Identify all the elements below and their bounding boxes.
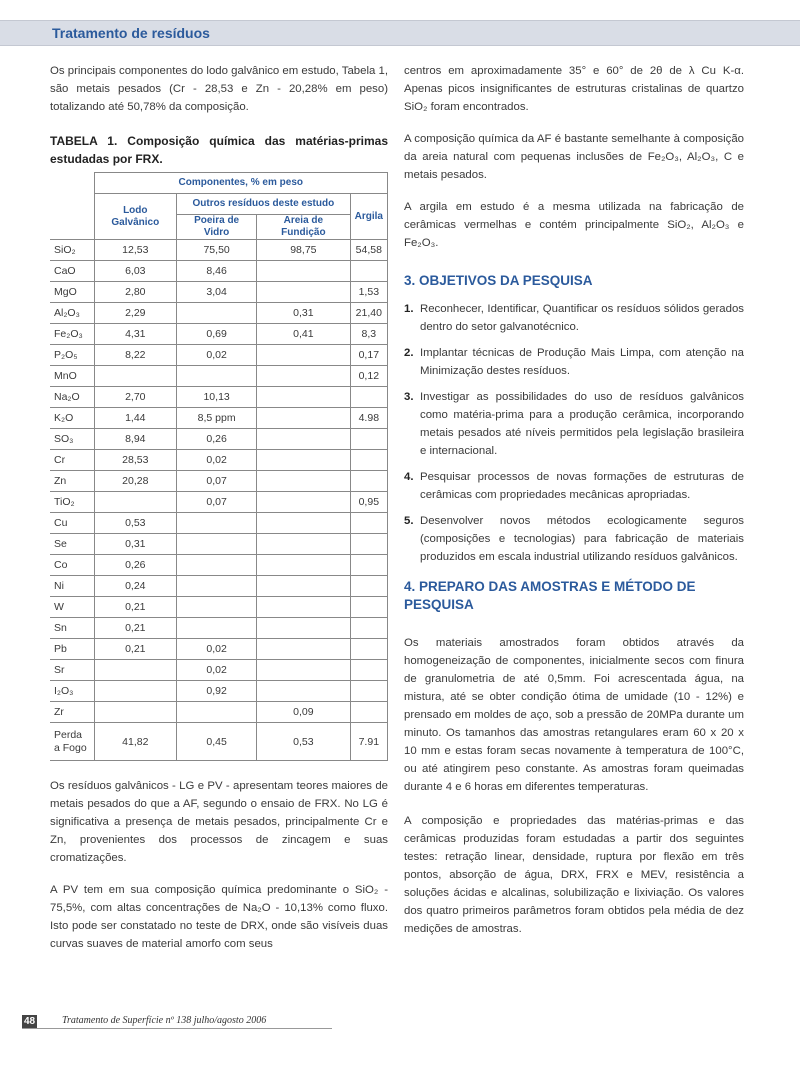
table-cell <box>94 366 177 387</box>
sub-group-header: Outros resíduos deste estudo <box>177 194 351 215</box>
objectives-list <box>404 300 744 566</box>
table-cell <box>94 681 177 702</box>
table-cell <box>257 513 351 534</box>
table-cell: 1,53 <box>350 282 387 303</box>
table-cell <box>177 618 257 639</box>
table-cell <box>350 471 387 492</box>
table-cell <box>177 576 257 597</box>
table-cell: 0,95 <box>350 492 387 513</box>
table-cell <box>177 303 257 324</box>
table-cell <box>350 534 387 555</box>
table-cell: 0,02 <box>177 450 257 471</box>
row-label: W <box>50 597 94 618</box>
table-cell: 1,44 <box>94 408 177 429</box>
intro-paragraph: Os principais componentes do lodo galvânico em estudo, Tabela 1, são metais pesados (Cr - 28,53 e Zn - 20,28% em peso) totalizando até 50,78% da composição. <box>50 65 388 113</box>
table-row <box>50 240 388 261</box>
row-label: Co <box>50 555 94 576</box>
table-cell: 0,21 <box>94 618 177 639</box>
table-cell: 6,03 <box>94 261 177 282</box>
row-label: Cu <box>50 513 94 534</box>
table-cell <box>350 618 387 639</box>
table-cell: 0,02 <box>177 660 257 681</box>
table-cell <box>177 555 257 576</box>
table-cell: 54,58 <box>350 240 387 261</box>
table-cell <box>350 576 387 597</box>
table-cell <box>257 681 351 702</box>
objective-number: 4. <box>404 471 414 483</box>
table-row <box>50 324 388 345</box>
table-cell: 0,69 <box>177 324 257 345</box>
row-label: K₂O <box>50 408 94 429</box>
row-label: TiO₂ <box>50 492 94 513</box>
table-cell: 4.98 <box>350 408 387 429</box>
table-cell <box>177 366 257 387</box>
col-header-lodo: Lodo Galvânico <box>94 194 177 240</box>
table-cell: 41,82 <box>94 723 177 761</box>
table-row <box>50 681 388 702</box>
table-cell: 0,41 <box>257 324 351 345</box>
table-cell: 75,50 <box>177 240 257 261</box>
row-label: CaO <box>50 261 94 282</box>
table-cell: 0,53 <box>94 513 177 534</box>
paragraph-centros: centros em aproximadamente 35° e 60° de 2θ de λ Cu K-α. Apenas picos insignificantes de estruturas cristalinas de quartzo SiO₂ foram encontrados. <box>404 65 744 113</box>
table-row <box>50 345 388 366</box>
table-cell: 28,53 <box>94 450 177 471</box>
table-cell <box>257 576 351 597</box>
row-label: I₂O₃ <box>50 681 94 702</box>
objective-number: 5. <box>404 515 414 527</box>
table-cell: 0,92 <box>177 681 257 702</box>
row-label: Sr <box>50 660 94 681</box>
table-cell: 98,75 <box>257 240 351 261</box>
table-cell <box>94 660 177 681</box>
row-label: MgO <box>50 282 94 303</box>
table-cell: 0,02 <box>177 345 257 366</box>
table-cell: 0,31 <box>257 303 351 324</box>
table-cell: 0,09 <box>257 702 351 723</box>
table-cell <box>257 429 351 450</box>
objective-item <box>404 300 744 336</box>
table-cell <box>350 513 387 534</box>
table-cell: 0,21 <box>94 639 177 660</box>
table-row <box>50 597 388 618</box>
table-cell <box>350 702 387 723</box>
table-cell: 8,46 <box>177 261 257 282</box>
table-cell: 0,53 <box>257 723 351 761</box>
table-cell <box>177 534 257 555</box>
table-cell: 3,04 <box>177 282 257 303</box>
table-cell: 0,17 <box>350 345 387 366</box>
row-label: P₂O₅ <box>50 345 94 366</box>
table-cell: 0,31 <box>94 534 177 555</box>
table-row <box>50 492 388 513</box>
objective-item <box>404 388 744 460</box>
table-cell: 8,5 ppm <box>177 408 257 429</box>
table-cell: 8,3 <box>350 324 387 345</box>
row-label: SO₃ <box>50 429 94 450</box>
table-cell <box>350 639 387 660</box>
table-cell <box>257 471 351 492</box>
row-label: Fe₂O₃ <box>50 324 94 345</box>
objective-item <box>404 344 744 380</box>
table-cell: 0,26 <box>177 429 257 450</box>
paragraph-materiais: Os materiais amostrados foram obtidos através da homogeneização de componentes, inicialmente secos com finura de granulometria de até 0,5mm. Foi acrescentada água, na mistura, até se obter condição ótima de umidade (10 - 12%) e prensado em moldes de aço, sob a pressão de 20MPa durante um minuto. Os tamanhos das amostras retangulares eram 60 x 20 x 10 mm e estas foram secas novamente à temperatura de 100°C, ou até atingirem peso constante. As amostras foram queimadas durante 4 e 6 horas em diferentes temperaturas. <box>404 637 744 793</box>
objective-item <box>404 512 744 566</box>
table-cell <box>257 408 351 429</box>
composition-table <box>50 172 388 761</box>
table-row <box>50 408 388 429</box>
table-row <box>50 429 388 450</box>
table-cell <box>177 597 257 618</box>
footer-text: Tratamento de Superfície nº 138 julho/agosto 2006 <box>62 1015 267 1026</box>
row-label: Na₂O <box>50 387 94 408</box>
table-cell: 0,07 <box>177 471 257 492</box>
table-cell: 0,21 <box>94 597 177 618</box>
table-row <box>50 555 388 576</box>
heading-objetivos: 3. OBJETIVOS DA PESQUISA <box>404 273 593 288</box>
objective-text: Implantar técnicas de Produção Mais Limpa, com atenção na Minimização destes resíduos. <box>420 347 744 377</box>
table-cell <box>350 261 387 282</box>
table-cell <box>257 261 351 282</box>
row-label: Cr <box>50 450 94 471</box>
table-cell <box>257 618 351 639</box>
paragraph-testes: A composição e propriedades das matérias-primas e das cerâmicas produzidas foram estudadas a partir dos seguintes testes: retração linear, densidade, ruptura por flexão em três pontos, absorção de água, DRX, FRX e MEV, resistência a soluções ácidas e alcalinas, solubilização e lixiviação. Os valores dos quatro primeiros parâmetros foram obtidos pela média de dez medições de amostras. <box>404 815 744 935</box>
table-cell <box>350 387 387 408</box>
row-label: Zn <box>50 471 94 492</box>
table-row <box>50 576 388 597</box>
table-cell: 0,26 <box>94 555 177 576</box>
heading-preparo: 4. PREPARO DAS AMOSTRAS E MÉTODO DE PESQUISA <box>404 579 696 612</box>
right-column <box>404 62 744 938</box>
table-cell: 0,24 <box>94 576 177 597</box>
row-label: Pb <box>50 639 94 660</box>
table-cell: 0,45 <box>177 723 257 761</box>
table-cell: 2,80 <box>94 282 177 303</box>
table-cell <box>350 555 387 576</box>
table-cell: 4,31 <box>94 324 177 345</box>
objective-number: 2. <box>404 347 414 359</box>
row-label: SiO₂ <box>50 240 94 261</box>
section-header-bar <box>0 20 800 46</box>
table-title: TABELA 1. Composição química das matérias-primas estudadas por FRX. <box>50 134 388 166</box>
row-label: Zr <box>50 702 94 723</box>
row-label: Perda a Fogo <box>50 723 94 761</box>
table-row <box>50 303 388 324</box>
table-cell: 8,22 <box>94 345 177 366</box>
objective-text: Reconhecer, Identificar, Quantificar os resíduos sólidos gerados dentro do setor galvanotécnico. <box>420 303 744 333</box>
table-row <box>50 618 388 639</box>
table-row <box>50 282 388 303</box>
table-cell <box>257 366 351 387</box>
table-cell <box>257 282 351 303</box>
table-cell <box>257 345 351 366</box>
table-body <box>50 240 388 761</box>
table-cell <box>177 702 257 723</box>
table-cell: 2,70 <box>94 387 177 408</box>
table-cell: 0,07 <box>177 492 257 513</box>
objective-number: 3. <box>404 391 414 403</box>
table-cell <box>257 597 351 618</box>
table-row <box>50 513 388 534</box>
objective-item <box>404 468 744 504</box>
paragraph-residuos: Os resíduos galvânicos - LG e PV - apresentam teores maiores de metais pesados do que a AF, segundo o ensaio de FRX. No LG é significativa a presença de metais pesados, principalmente Cr e Zn, provenientes dos processos de zincagem e suas cromatizações. <box>50 780 388 864</box>
col-header-argila: Argila <box>350 194 387 240</box>
table-cell <box>257 555 351 576</box>
table-row <box>50 366 388 387</box>
table-cell: 12,53 <box>94 240 177 261</box>
table-cell: 21,40 <box>350 303 387 324</box>
table-row <box>50 471 388 492</box>
row-label: Ni <box>50 576 94 597</box>
table-row <box>50 261 388 282</box>
table-cell <box>257 639 351 660</box>
group-header: Componentes, % em peso <box>94 173 388 194</box>
row-label: MnO <box>50 366 94 387</box>
objective-text: Pesquisar processos de novas formações de estruturas de cerâmicas com propriedades mecânicas apropriadas. <box>420 471 744 501</box>
table-cell: 10,13 <box>177 387 257 408</box>
col-header-poeira: Poeira de Vidro <box>177 215 257 240</box>
page-number: 48 <box>24 1016 36 1027</box>
paragraph-pv: A PV tem em sua composição química predominante o SiO₂ - 75,5%, com altas concentrações de Na₂O - 10,13% como fluxo. Isto pode ser constatado no teste de DRX, onde são visíveis duas curvas suaves de material amorfo com seus <box>50 884 388 950</box>
col-header-areia: Areia de Fundição <box>257 215 351 240</box>
table-row <box>50 534 388 555</box>
row-label: Se <box>50 534 94 555</box>
table-corner <box>50 173 94 240</box>
table-row <box>50 702 388 723</box>
objective-text: Desenvolver novos métodos ecologicamente seguros (composições e tecnologias) para fabricação de materiais produzidos em escala industrial utilizando resíduos galvânicos. <box>420 515 744 563</box>
table-cell <box>257 534 351 555</box>
row-label: Sn <box>50 618 94 639</box>
left-column <box>50 62 388 953</box>
table-cell <box>257 387 351 408</box>
table-row <box>50 723 388 761</box>
table-cell: 20,28 <box>94 471 177 492</box>
table-cell <box>350 450 387 471</box>
objective-text: Investigar as possibilidades do uso de resíduos galvânicos como matéria-prima para a produção cerâmica, incorporando metais pesados até níveis permitidos pela legislação brasileira e internacional. <box>420 391 744 457</box>
table-cell: 0,12 <box>350 366 387 387</box>
table-row <box>50 387 388 408</box>
table-cell: 2,29 <box>94 303 177 324</box>
table-cell <box>257 450 351 471</box>
table-cell <box>177 513 257 534</box>
paragraph-af: A composição química da AF é bastante semelhante à composição da areia natural com pequenas inclusões de Fe₂O₃, Al₂O₃, C e metais pesados. <box>404 133 744 181</box>
table-cell: 7.91 <box>350 723 387 761</box>
table-cell <box>350 429 387 450</box>
section-title: Tratamento de resíduos <box>52 25 210 41</box>
paragraph-argila: A argila em estudo é a mesma utilizada na fabricação de cerâmicas vermelhas e contém principalmente SiO₂, Al₂O₃ e Fe₂O₃. <box>404 201 744 249</box>
objective-number: 1. <box>404 303 414 315</box>
table-row <box>50 639 388 660</box>
table-cell <box>257 660 351 681</box>
table-cell <box>94 702 177 723</box>
table-cell <box>350 597 387 618</box>
table-cell: 0,02 <box>177 639 257 660</box>
table-row <box>50 660 388 681</box>
table-cell <box>94 492 177 513</box>
table-cell <box>350 660 387 681</box>
table-cell <box>350 681 387 702</box>
table-cell: 8,94 <box>94 429 177 450</box>
table-cell <box>257 492 351 513</box>
table-row <box>50 450 388 471</box>
page-footer <box>22 1015 332 1029</box>
row-label: Al₂O₃ <box>50 303 94 324</box>
